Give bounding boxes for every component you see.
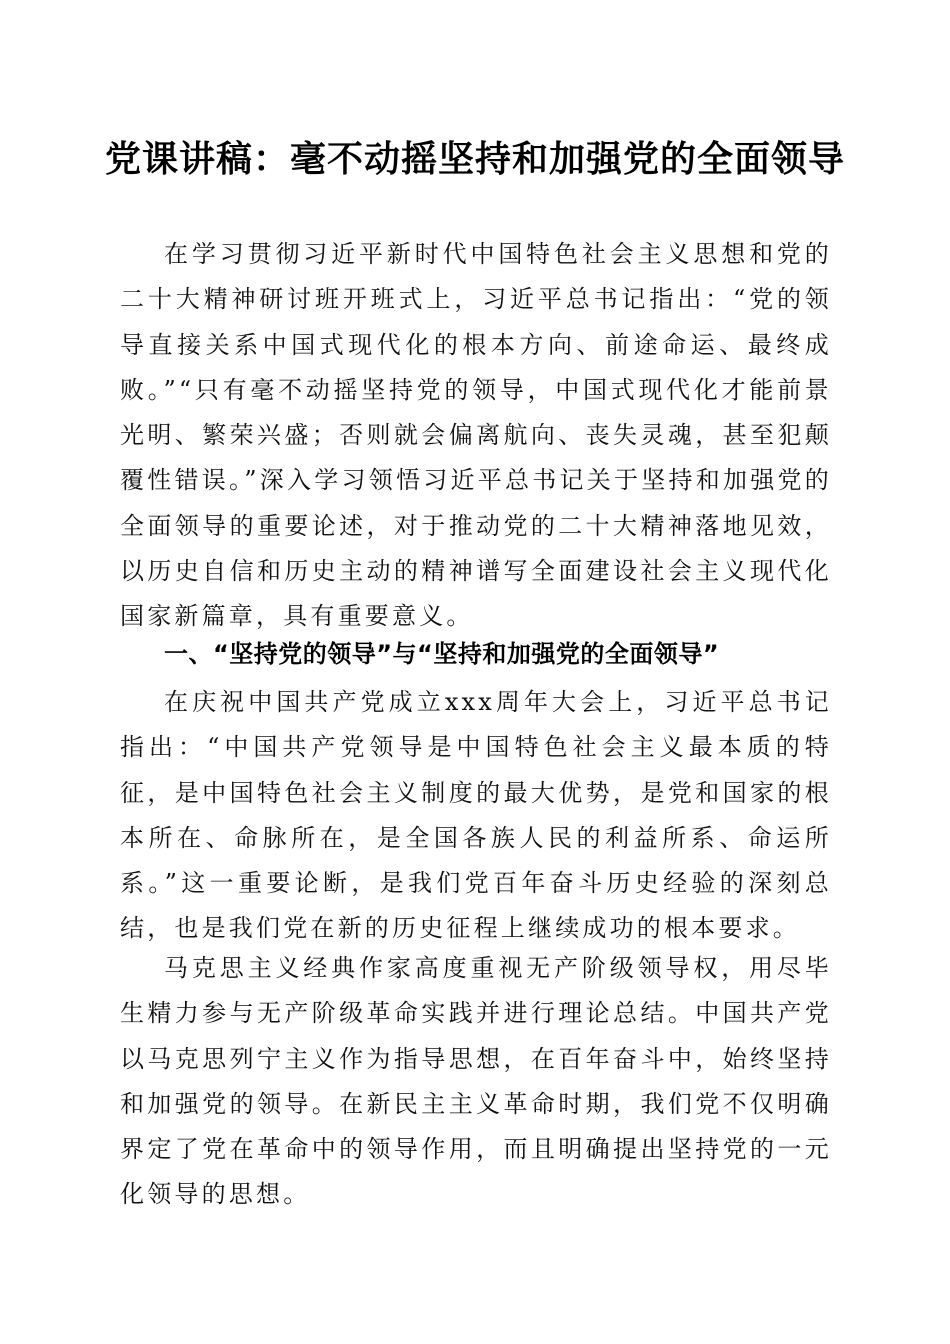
paragraph-2 (120, 680, 832, 952)
paragraph-intro (120, 232, 832, 640)
document-title: 党课讲稿：毫不动摇坚持和加强党的全面领导 (104, 138, 845, 180)
paragraph-text: 在庆祝中国共产党成立xxx周年大会上，习近平总书记指出：“中国共产党领导是中国特色社会主义最本质的特征，是中国特色社会主义制度的最大优势，是党和国家的根本所在、命脉所在，是全国各族人民的利益所系、命运所系。”这一重要论断，是我们党百年奋斗历史经验的深刻总结，也是我们党在新的历史征程上继续成功的根本要求。 (120, 688, 832, 943)
paragraph-text: 在学习贯彻习近平新时代中国特色社会主义思想和党的二十大精神研讨班开班式上，习近平总书记指出：“党的领导直接关系中国式现代化的根本方向、前途命运、最终成败。”“只有毫不动摇坚持党的领导，中国式现代化才能前景光明、繁荣兴盛；否则就会偏离航向、丧失灵魂，甚至犯颠覆性错误。”深入学习领悟习近平总书记关于坚持和加强党的全面领导的重要论述，对于推动党的二十大精神落地见效，以历史自信和历史主动的精神谱写全面建设社会主义现代化国家新篇章，具有重要意义。 (120, 240, 832, 631)
paragraph-3 (120, 946, 832, 1218)
section-heading: 一、“坚持党的领导”与“坚持和加强党的全面领导” (164, 640, 720, 668)
paragraph-text: 马克思主义经典作家高度重视无产阶级领导权，用尽毕生精力参与无产阶级革命实践并进行理论总结。中国共产党以马克思列宁主义作为指导思想，在百年奋斗中，始终坚持和加强党的领导。在新民主主义革命时期，我们党不仅明确界定了党在革命中的领导作用，而且明确提出坚持党的一元化领导的思想。 (120, 954, 832, 1209)
